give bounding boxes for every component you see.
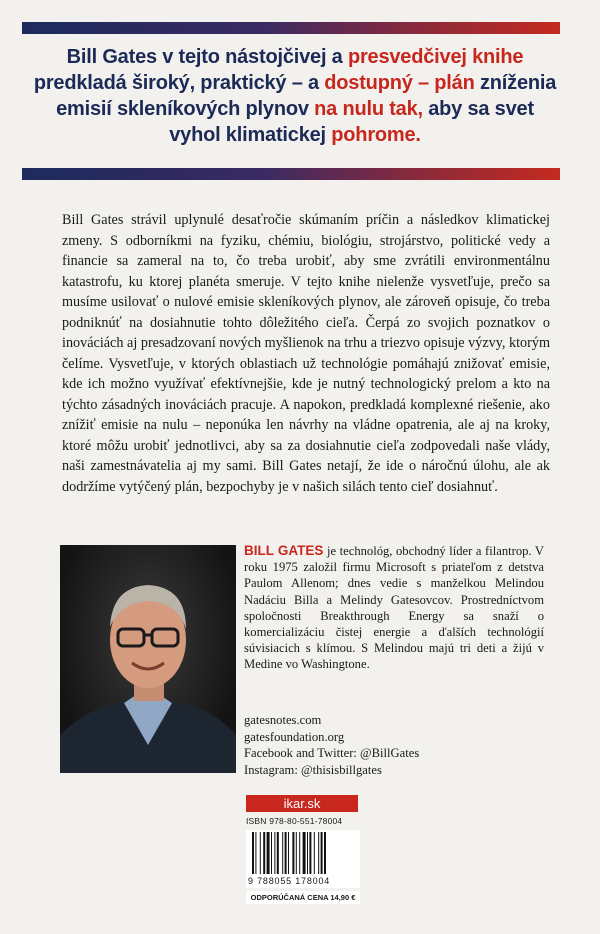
author-photo [60,545,236,773]
link-instagram: Instagram: @thisisbillgates [244,762,382,777]
author-bio [244,543,544,673]
isbn-text: ISBN 978-80-551-78004 [246,816,343,826]
book-description: Bill Gates strávil uplynulé desaťročie skúmaním príčin a následkov klimatickej zmeny. S odborníkmi na fyziku, chémiu, biológiu, strojárstvo, politické vedy a financie sa zameral na to, čo treba urobiť, aby sme zvrátili environmentálnu katastrofu, ku ktorej planéta smeruje. V tejto knihe nielenže vysvetľuje, prečo sa musíme usilovať o nulové emisie skleníkových plynov, ale zároveň opisuje, čo treba podniknúť na dosiahnutie tohto dôležitého cieľa. Čerpá zo svojich poznatkov o inováciách aj presadzovaní nových myšlienok na trhu a triezvo opisuje výzvy, ktorým čelíme. Vysvetľuje, v ktorých oblastiach už technológie pomáhajú znižovať emisie, kde ich možno využívať efektívnejšie, kde je nutný technologický prelom a kto na týchto zásadných inováciách pracuje. A napokon, predkladá komplexné riešenie, ako znížiť emisie na nulu – neponúka len návrhy na vládne opatrenia, ale aj na kroky, ktoré môžu urobiť jednotlivci, aby sa za dosiahnutie cieľa zodpovedali naše vlády, naši zamestnávatelia aj my sami. Bill Gates netají, že ide o náročnú úlohu, ale ak dodržíme vytýčený plán, bezpochyby je v našich silách tento cieľ dosiahnuť. [62,212,550,495]
blurb-seg8: pohrome. [331,124,421,146]
blurb-seg6: na nulu tak, [314,98,423,120]
blurb-seg1: Bill Gates v tejto nástojčivej a [66,46,348,68]
link-facebook-twitter: Facebook and Twitter: @BillGates [244,746,420,760]
link-gatesnotes: gatesnotes.com [244,713,322,727]
author-name: BILL GATES [244,543,324,558]
blurb-seg3: predkladá široký, praktický – a [33,72,325,94]
publisher-label: ikar.sk [246,795,358,812]
top-gradient-band [22,22,560,34]
cover-blurb [30,44,560,148]
blurb-seg2: presvedčivej knihe [347,46,524,68]
bottom-gradient-band [22,168,560,180]
blurb-seg5: zníženia emisií skleníkových plynov [56,72,557,120]
author-bio-text: je technológ, obchodný líder a filantrop. V roku 1975 založil firmu Microsoft s priateľom z detstva Paulom Allenom; dnes vedie s manželkou Melindou Nadáciu Billa a Melindy Gatesovcov. Prostredníctvom spoločnosti Breakthrough Energy sa snaží o komercializáciu čistej energie a ďalších technológií súvisiacich s klímou. S Melindou majú tri deti a žijú v Medine vo Washingtone. [244,544,544,672]
blurb-seg4: dostupný – plán [324,72,475,94]
barcode-digits: 9 788055 178004 [248,876,360,886]
link-gatesfoundation: gatesfoundation.org [244,729,345,744]
blurb-seg7: aby sa svet vyhol klimatickej [169,98,534,146]
price-label: ODPORÚČANÁ CENA 14,90 € [246,891,360,904]
author-links [244,712,544,778]
